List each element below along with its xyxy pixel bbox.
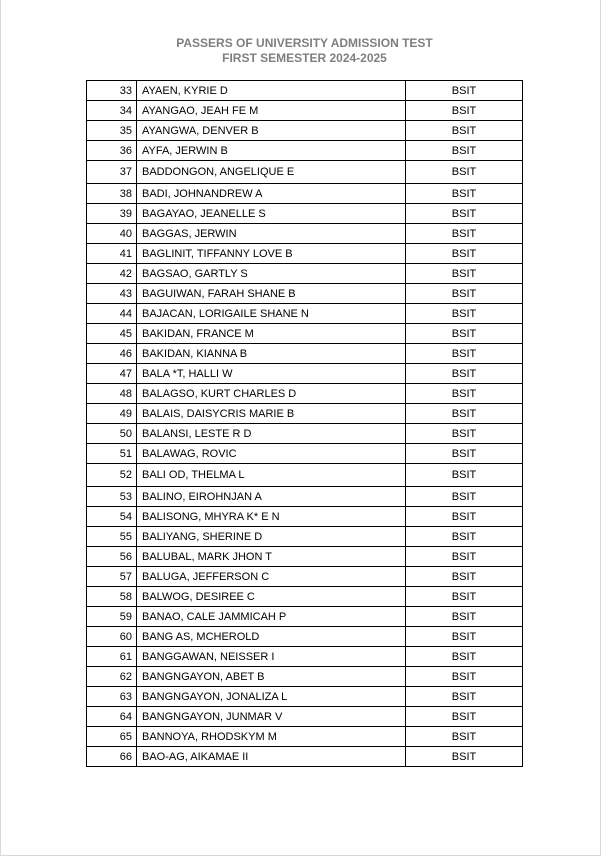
passer-name: BANGNGAYON, ABET B xyxy=(137,667,406,687)
row-number: 44 xyxy=(87,304,137,324)
row-number: 39 xyxy=(87,204,137,224)
program-code: BSIT xyxy=(406,141,523,161)
passer-name: BALAGSO, KURT CHARLES D xyxy=(137,384,406,404)
passer-name: BALAWAG, ROVIC xyxy=(137,444,406,464)
passer-name: AYAEN, KYRIE D xyxy=(137,81,406,101)
passers-table-body xyxy=(87,81,523,767)
passer-name: BANGNGAYON, JUNMAR V xyxy=(137,707,406,727)
row-number: 63 xyxy=(87,687,137,707)
table-row xyxy=(87,284,523,304)
row-number: 42 xyxy=(87,264,137,284)
row-number: 35 xyxy=(87,121,137,141)
table-row xyxy=(87,141,523,161)
passer-name: BANGGAWAN, NEISSER I xyxy=(137,647,406,667)
program-code: BSIT xyxy=(406,404,523,424)
row-number: 40 xyxy=(87,224,137,244)
row-number: 60 xyxy=(87,627,137,647)
passer-name: BALA *T, HALLI W xyxy=(137,364,406,384)
program-code: BSIT xyxy=(406,587,523,607)
table-row xyxy=(87,707,523,727)
passer-name: BALINO, EIROHNJAN A xyxy=(137,487,406,507)
passer-name: AYANGAO, JEAH FE M xyxy=(137,101,406,121)
passer-name: BAGSAO, GARTLY S xyxy=(137,264,406,284)
program-code: BSIT xyxy=(406,121,523,141)
program-code: BSIT xyxy=(406,444,523,464)
passer-name: BAKIDAN, FRANCE M xyxy=(137,324,406,344)
table-row xyxy=(87,264,523,284)
table-row xyxy=(87,304,523,324)
row-number: 43 xyxy=(87,284,137,304)
passer-name: BAGUIWAN, FARAH SHANE B xyxy=(137,284,406,304)
passer-name: BADI, JOHNANDREW A xyxy=(137,184,406,204)
table-row xyxy=(87,647,523,667)
document-header xyxy=(0,36,609,66)
table-row xyxy=(87,747,523,767)
row-number: 53 xyxy=(87,487,137,507)
table-row xyxy=(87,507,523,527)
row-number: 50 xyxy=(87,424,137,444)
table-row xyxy=(87,101,523,121)
program-code: BSIT xyxy=(406,747,523,767)
table-row xyxy=(87,384,523,404)
table-row xyxy=(87,607,523,627)
program-code: BSIT xyxy=(406,264,523,284)
row-number: 58 xyxy=(87,587,137,607)
passer-name: BALI OD, THELMA L xyxy=(137,464,406,487)
program-code: BSIT xyxy=(406,161,523,184)
table-row xyxy=(87,324,523,344)
program-code: BSIT xyxy=(406,547,523,567)
row-number: 41 xyxy=(87,244,137,264)
row-number: 34 xyxy=(87,101,137,121)
table-row xyxy=(87,81,523,101)
passer-name: BAO-AG, AIKAMAE II xyxy=(137,747,406,767)
table-row xyxy=(87,547,523,567)
program-code: BSIT xyxy=(406,667,523,687)
program-code: BSIT xyxy=(406,284,523,304)
passer-name: BAGLINIT, TIFFANNY LOVE B xyxy=(137,244,406,264)
program-code: BSIT xyxy=(406,487,523,507)
passer-name: BAKIDAN, KIANNA B xyxy=(137,344,406,364)
program-code: BSIT xyxy=(406,224,523,244)
program-code: BSIT xyxy=(406,344,523,364)
table-row xyxy=(87,364,523,384)
table-row xyxy=(87,487,523,507)
table-row xyxy=(87,667,523,687)
passer-name: BALWOG, DESIREE C xyxy=(137,587,406,607)
program-code: BSIT xyxy=(406,687,523,707)
table-row xyxy=(87,161,523,184)
program-code: BSIT xyxy=(406,384,523,404)
passer-name: BADDONGON, ANGELIQUE E xyxy=(137,161,406,184)
program-code: BSIT xyxy=(406,184,523,204)
table-row xyxy=(87,687,523,707)
passer-name: BANNOYA, RHODSKYM M xyxy=(137,727,406,747)
row-number: 52 xyxy=(87,464,137,487)
table-row xyxy=(87,184,523,204)
program-code: BSIT xyxy=(406,304,523,324)
row-number: 38 xyxy=(87,184,137,204)
passer-name: BALANSI, LESTE R D xyxy=(137,424,406,444)
program-code: BSIT xyxy=(406,727,523,747)
table-row xyxy=(87,424,523,444)
row-number: 61 xyxy=(87,647,137,667)
passer-name: BANGNGAYON, JONALIZA L xyxy=(137,687,406,707)
program-code: BSIT xyxy=(406,324,523,344)
row-number: 37 xyxy=(87,161,137,184)
passer-name: BALUBAL, MARK JHON T xyxy=(137,547,406,567)
row-number: 45 xyxy=(87,324,137,344)
table-row xyxy=(87,464,523,487)
passer-name: BAGGAS, JERWIN xyxy=(137,224,406,244)
table-row xyxy=(87,527,523,547)
row-number: 55 xyxy=(87,527,137,547)
program-code: BSIT xyxy=(406,424,523,444)
program-code: BSIT xyxy=(406,81,523,101)
program-code: BSIT xyxy=(406,567,523,587)
row-number: 57 xyxy=(87,567,137,587)
row-number: 46 xyxy=(87,344,137,364)
row-number: 59 xyxy=(87,607,137,627)
row-number: 54 xyxy=(87,507,137,527)
table-row xyxy=(87,204,523,224)
passer-name: BALAIS, DAISYCRIS MARIE B xyxy=(137,404,406,424)
row-number: 51 xyxy=(87,444,137,464)
passer-name: BAGAYAO, JEANELLE S xyxy=(137,204,406,224)
row-number: 64 xyxy=(87,707,137,727)
row-number: 36 xyxy=(87,141,137,161)
program-code: BSIT xyxy=(406,464,523,487)
row-number: 47 xyxy=(87,364,137,384)
table-row xyxy=(87,121,523,141)
program-code: BSIT xyxy=(406,507,523,527)
table-row xyxy=(87,627,523,647)
program-code: BSIT xyxy=(406,647,523,667)
row-number: 49 xyxy=(87,404,137,424)
passer-name: BANG AS, MCHEROLD xyxy=(137,627,406,647)
row-number: 48 xyxy=(87,384,137,404)
program-code: BSIT xyxy=(406,607,523,627)
program-code: BSIT xyxy=(406,204,523,224)
program-code: BSIT xyxy=(406,364,523,384)
program-code: BSIT xyxy=(406,707,523,727)
passer-name: AYANGWA, DENVER B xyxy=(137,121,406,141)
passer-name: BANAO, CALE JAMMICAH P xyxy=(137,607,406,627)
passers-table xyxy=(86,80,523,767)
program-code: BSIT xyxy=(406,244,523,264)
table-row xyxy=(87,224,523,244)
table-row xyxy=(87,727,523,747)
program-code: BSIT xyxy=(406,101,523,121)
table-row xyxy=(87,344,523,364)
passer-name: BAJACAN, LORIGAILE SHANE N xyxy=(137,304,406,324)
table-row xyxy=(87,567,523,587)
row-number: 33 xyxy=(87,81,137,101)
program-code: BSIT xyxy=(406,627,523,647)
program-code: BSIT xyxy=(406,527,523,547)
table-row xyxy=(87,404,523,424)
row-number: 66 xyxy=(87,747,137,767)
table-row xyxy=(87,444,523,464)
passer-name: BALUGA, JEFFERSON C xyxy=(137,567,406,587)
document-title: PASSERS OF UNIVERSITY ADMISSION TEST xyxy=(176,36,433,50)
passer-name: BALISONG, MHYRA K* E N xyxy=(137,507,406,527)
table-row xyxy=(87,587,523,607)
passer-name: BALIYANG, SHERINE D xyxy=(137,527,406,547)
document-subtitle: FIRST SEMESTER 2024-2025 xyxy=(222,51,387,65)
row-number: 56 xyxy=(87,547,137,567)
row-number: 65 xyxy=(87,727,137,747)
passer-name: AYFA, JERWIN B xyxy=(137,141,406,161)
table-row xyxy=(87,244,523,264)
row-number: 62 xyxy=(87,667,137,687)
